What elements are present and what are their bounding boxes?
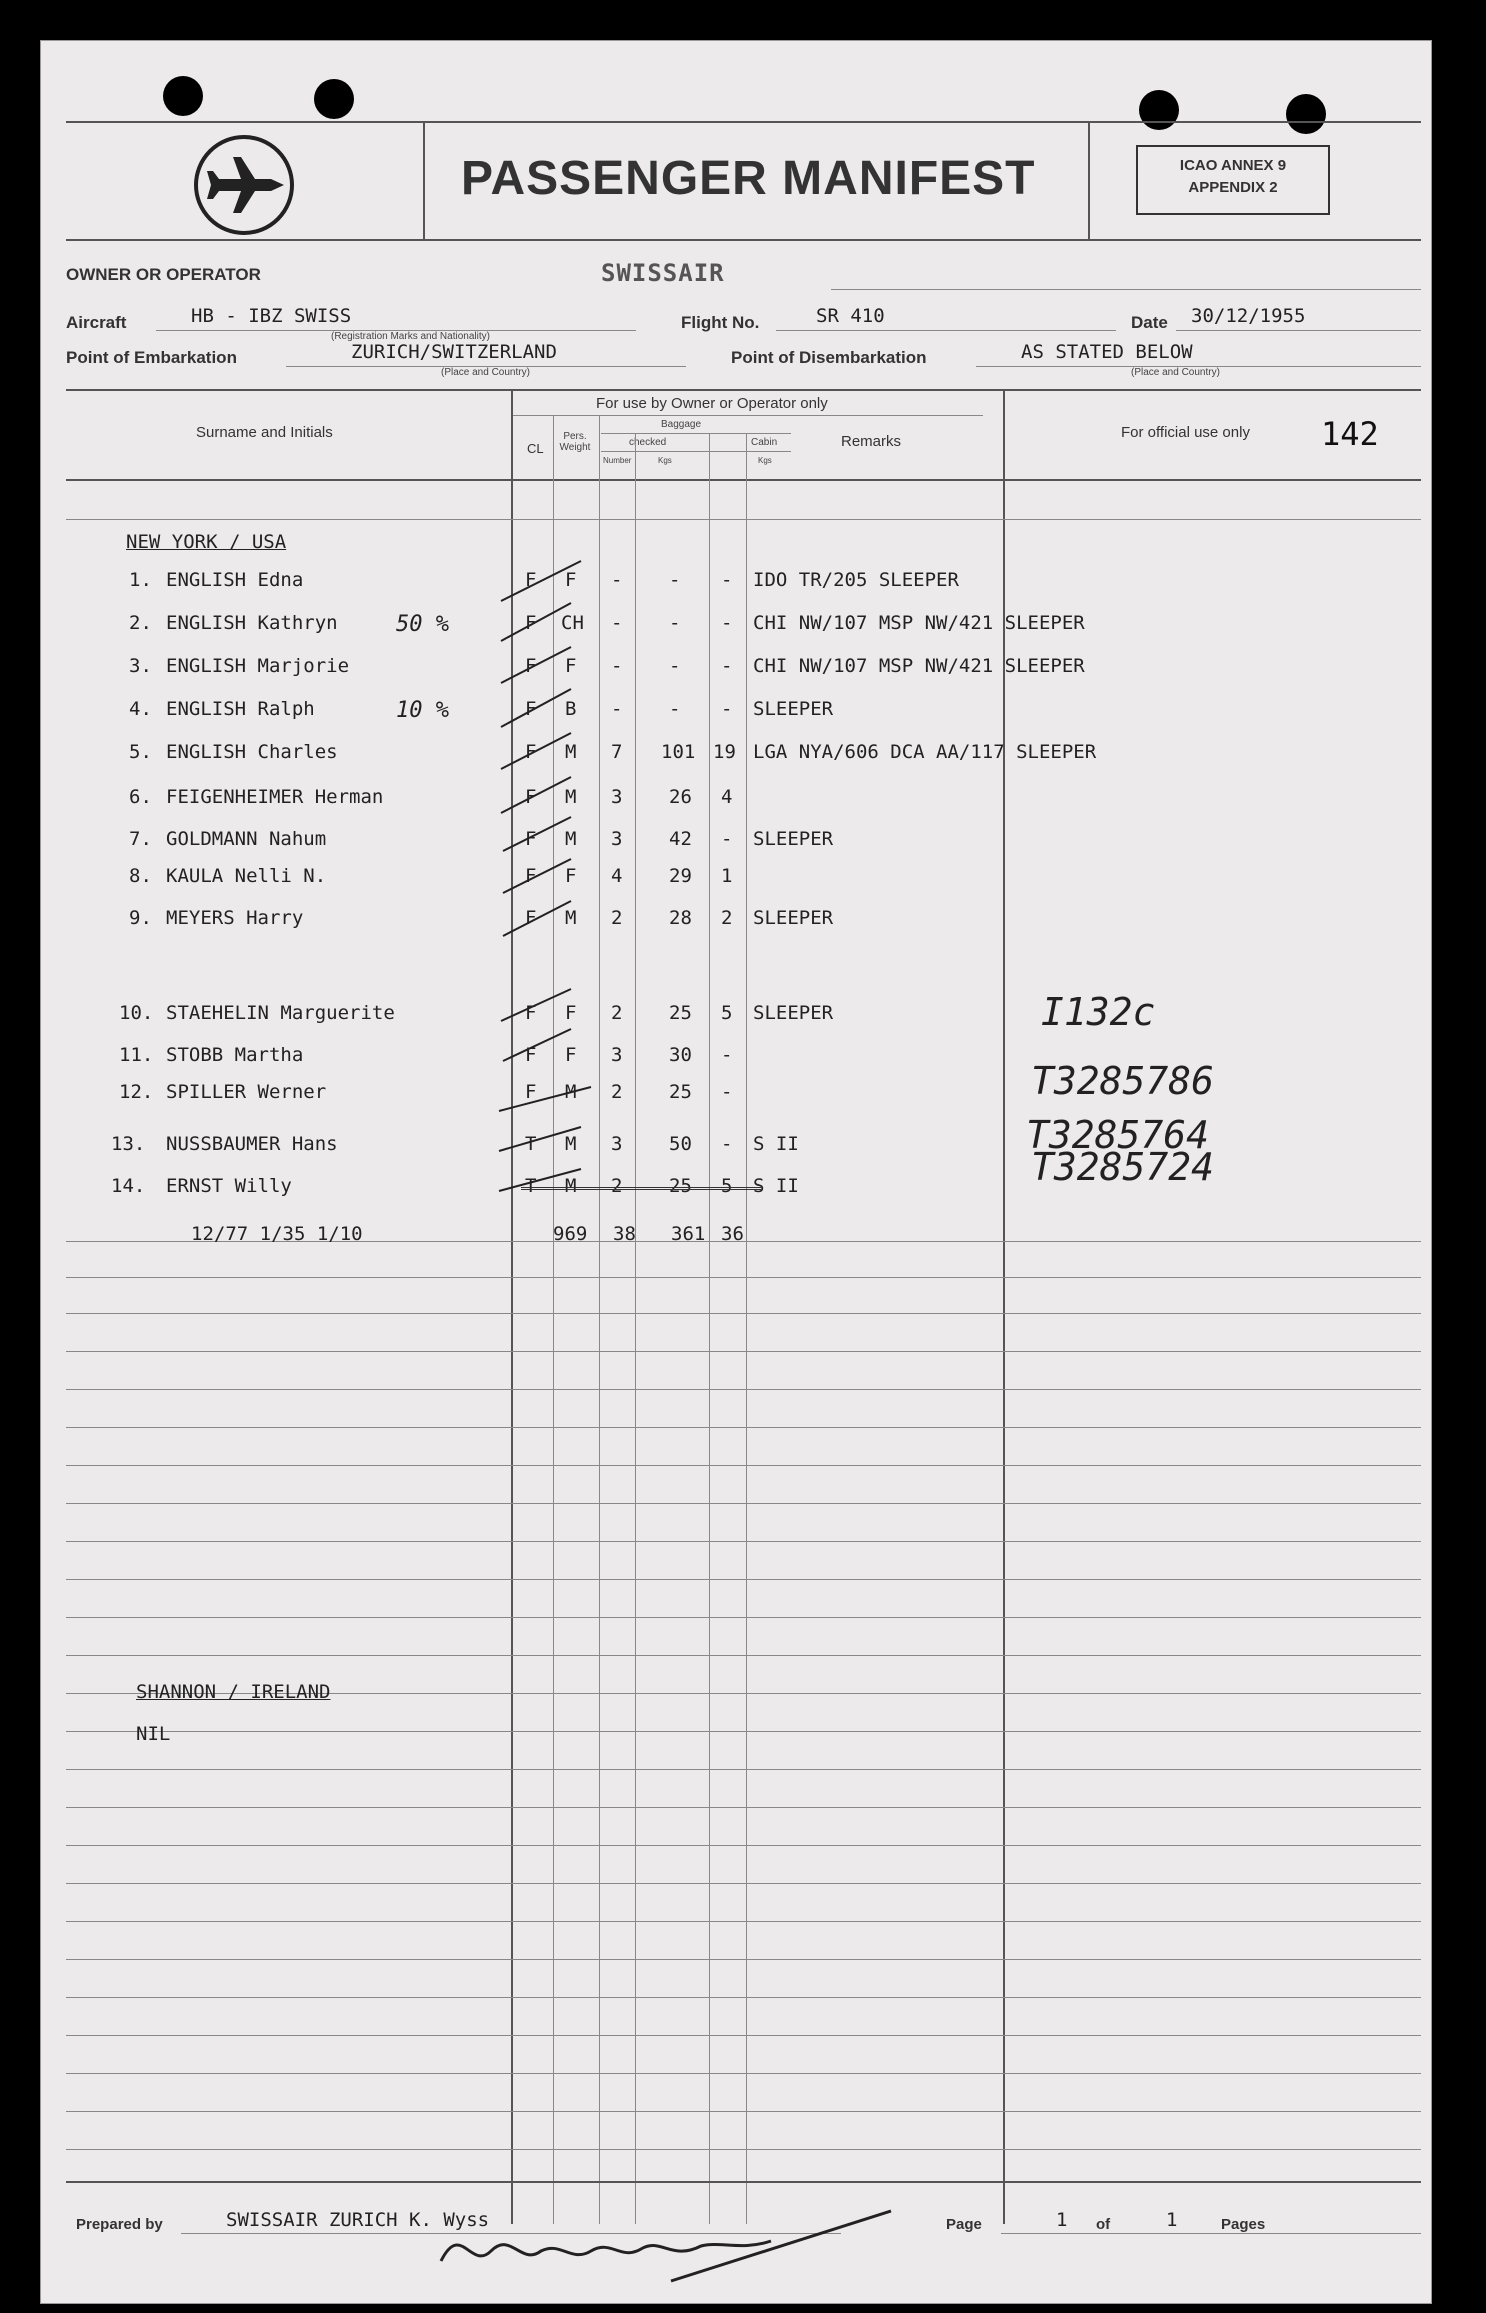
class: F (525, 612, 537, 634)
date-label: Date (1131, 313, 1168, 332)
cabin-kgs: - (721, 569, 733, 591)
discount-note: 10 % (396, 698, 449, 723)
ruled-line (66, 1769, 1421, 1770)
totals-summary: 12/77 1/35 1/10 (191, 1223, 363, 1245)
embarkation-label: Point of Embarkation (66, 348, 237, 367)
remarks: LGA NYA/606 DCA AA/117 SLEEPER (753, 741, 1097, 763)
class: F (525, 1044, 537, 1066)
weight-code: M (565, 1133, 577, 1155)
section-heading-new-york: NEW YORK / USA (126, 531, 287, 553)
weight-code: F (565, 655, 577, 677)
remarks: IDO TR/205 SLEEPER (753, 569, 959, 591)
official-note: T3285724 (1031, 1145, 1215, 1189)
passenger-name: SPILLER Werner (166, 1081, 327, 1103)
weight-code: B (565, 698, 577, 720)
aircraft-label: Aircraft (66, 313, 127, 332)
official-note: I132c (1041, 990, 1156, 1034)
ruled-line (66, 2149, 1421, 2150)
punch-hole (314, 79, 354, 119)
cabin-kgs: - (721, 828, 733, 850)
class: F (525, 865, 537, 887)
passenger-name: ENGLISH Edna (166, 569, 304, 591)
weight-code: M (565, 1175, 577, 1197)
class: F (525, 569, 537, 591)
passenger-name: MEYERS Harry (166, 907, 304, 929)
class: F (525, 786, 537, 808)
weight-code: CH (561, 612, 584, 634)
bag-kgs: 26 (669, 786, 692, 808)
flight-no-value: SR 410 (816, 305, 885, 327)
cabin-kgs: - (721, 655, 733, 677)
weight-code: F (565, 1044, 577, 1066)
bag-kgs: - (669, 612, 681, 634)
page-label: Page (946, 2216, 982, 2233)
row-number: 6. (129, 786, 152, 808)
remarks: SLEEPER (753, 698, 834, 720)
ruled-line (66, 1465, 1421, 1466)
ruled-line (66, 1731, 1421, 1732)
prepared-by-value: SWISSAIR ZURICH K. Wyss (226, 2209, 490, 2231)
row-number: 4. (129, 698, 152, 720)
total-weight: 969 (553, 1223, 588, 1245)
ruled-line (66, 1313, 1421, 1314)
icao-appendix: APPENDIX 2 (1188, 179, 1278, 196)
bag-number: 3 (611, 1044, 623, 1066)
row-number: 7. (129, 828, 152, 850)
airline-logo-icon (189, 133, 299, 237)
row-number: 10. (119, 1002, 154, 1024)
ruled-line (66, 2111, 1421, 2112)
aircraft-value: HB - IBZ SWISS (191, 305, 352, 327)
ruled-line (66, 1655, 1421, 1656)
weight-code: M (565, 1081, 577, 1103)
punch-hole (1286, 94, 1326, 134)
passenger-row (41, 569, 1431, 599)
cabin-kgs: 5 (721, 1002, 733, 1024)
owner-label: OWNER OR OPERATOR (66, 265, 261, 284)
ruled-line (66, 519, 1421, 520)
official-note: T3285786 (1031, 1059, 1215, 1103)
official-number: 142 (1321, 415, 1379, 453)
bag-kgs: - (669, 569, 681, 591)
punch-hole (1139, 90, 1179, 130)
passenger-row (41, 741, 1431, 771)
passenger-row (41, 1044, 1431, 1074)
row-number: 14. (111, 1175, 146, 1197)
bag-kgs: - (669, 655, 681, 677)
date-value: 30/12/1955 (1191, 305, 1306, 327)
cabin-kgs: - (721, 1044, 733, 1066)
class: F (525, 698, 537, 720)
bag-number: 2 (611, 907, 623, 929)
bag-kgs: 30 (669, 1044, 692, 1066)
passenger-row (41, 907, 1431, 937)
disembarkation-label: Point of Disembarkation (731, 348, 927, 367)
ruled-line (66, 1427, 1421, 1428)
bag-number: 3 (611, 828, 623, 850)
row-number: 12. (119, 1081, 154, 1103)
cabin-kgs: 1 (721, 865, 733, 887)
page-title: PASSENGER MANIFEST (461, 152, 1036, 205)
ruled-line (66, 2073, 1421, 2074)
ruled-line (66, 1883, 1421, 1884)
passenger-row (41, 1113, 1431, 1163)
ruled-line (66, 1277, 1421, 1278)
row-number: 8. (129, 865, 152, 887)
passenger-name: ENGLISH Marjorie (166, 655, 350, 677)
of-label: of (1096, 2216, 1111, 2233)
class: F (525, 741, 537, 763)
passenger-row (41, 1059, 1431, 1111)
ruled-line (66, 2035, 1421, 2036)
remarks: SLEEPER (753, 828, 834, 850)
bag-number: 4 (611, 865, 623, 887)
embarkation-caption: (Place and Country) (441, 367, 530, 378)
col-weight-header: Pers. Weight (559, 431, 591, 453)
row-number: 5. (129, 741, 152, 763)
weight-code: M (565, 828, 577, 850)
passenger-row (41, 698, 1431, 728)
passenger-name: NUSSBAUMER Hans (166, 1133, 338, 1155)
passenger-row (41, 828, 1431, 858)
class: F (525, 1081, 537, 1103)
ruled-line (66, 1503, 1421, 1504)
row-number: 9. (129, 907, 152, 929)
bag-kgs: 50 (669, 1133, 692, 1155)
weight-code: F (565, 569, 577, 591)
disembarkation-caption: (Place and Country) (1131, 367, 1220, 378)
class: T (525, 1133, 537, 1155)
class: F (525, 828, 537, 850)
official-note: T3285764 (1026, 1113, 1210, 1157)
cabin-kgs: - (721, 1133, 733, 1155)
col-surname-header: Surname and Initials (196, 424, 333, 441)
weight-code: F (565, 1002, 577, 1024)
section-heading-shannon: SHANNON / IRELAND (136, 1681, 331, 1703)
col-remarks-header: Remarks (841, 433, 902, 450)
passenger-row (41, 612, 1431, 642)
col-cabin-header: Cabin (751, 437, 778, 448)
disembarkation-value: AS STATED BELOW (1021, 341, 1193, 363)
pages-label: Pages (1221, 2216, 1266, 2233)
col-official-header: For official use only (1121, 424, 1250, 441)
col-baggage-header: Baggage (661, 419, 702, 430)
row-number: 2. (129, 612, 152, 634)
discount-note: 50 % (396, 612, 449, 637)
passenger-row (41, 786, 1431, 816)
passenger-name: ERNST Willy (166, 1175, 292, 1197)
col-number-header: Number (603, 456, 632, 465)
class: F (525, 907, 537, 929)
ruled-line (66, 1959, 1421, 1960)
col-checked-header: checked (629, 437, 667, 448)
row-number: 3. (129, 655, 152, 677)
icao-annex: ICAO ANNEX 9 (1179, 157, 1287, 174)
remarks: SLEEPER (753, 907, 834, 929)
weight-code: F (565, 865, 577, 887)
section-note: NIL (136, 1723, 171, 1745)
col-cl-header: CL (527, 441, 544, 456)
ruled-line (66, 1351, 1421, 1352)
cabin-kgs: 5 (721, 1175, 733, 1197)
passenger-row (41, 655, 1431, 685)
cabin-kgs: 19 (713, 741, 736, 763)
total-bag-kgs: 361 (671, 1223, 706, 1245)
page-number: 1 (1056, 2209, 1068, 2231)
page-count: 1 (1166, 2209, 1178, 2231)
ruled-line (66, 1997, 1421, 1998)
col-owner-use-header: For use by Owner or Operator only (596, 395, 828, 412)
total-bag-number: 38 (613, 1223, 636, 1245)
bag-kgs: 25 (669, 1081, 692, 1103)
flight-no-label: Flight No. (681, 313, 760, 332)
cabin-kgs: 2 (721, 907, 733, 929)
bag-kgs: 42 (669, 828, 692, 850)
passenger-name: ENGLISH Ralph (166, 698, 315, 720)
class: F (525, 655, 537, 677)
total-cabin-kgs: 36 (721, 1223, 744, 1245)
passenger-row (41, 990, 1431, 1034)
ruled-line (66, 1807, 1421, 1808)
ruled-line (66, 1845, 1421, 1846)
bag-kgs: 25 (669, 1002, 692, 1024)
bag-number: - (611, 698, 623, 720)
registration-caption: (Registration Marks and Nationality) (331, 331, 490, 342)
embarkation-value: ZURICH/SWITZERLAND (351, 341, 557, 363)
bag-kgs: 101 (661, 741, 696, 763)
class: F (525, 1002, 537, 1024)
cabin-kgs: - (721, 1081, 733, 1103)
bag-number: 2 (611, 1002, 623, 1024)
row-number: 13. (111, 1133, 146, 1155)
weight-code: M (565, 741, 577, 763)
ruled-line (66, 1921, 1421, 1922)
checkmark-strokes (491, 541, 611, 1221)
cabin-kgs: - (721, 612, 733, 634)
passenger-name: STAEHELIN Marguerite (166, 1002, 395, 1024)
cabin-kgs: 4 (721, 786, 733, 808)
bag-kgs: 29 (669, 865, 692, 887)
col-kgs-header: Kgs (658, 456, 672, 465)
weight-code: M (565, 786, 577, 808)
passenger-name: ENGLISH Charles (166, 741, 338, 763)
passenger-row (41, 1145, 1431, 1205)
bag-number: 2 (611, 1175, 623, 1197)
passenger-name: FEIGENHEIMER Herman (166, 786, 384, 808)
bag-kgs: - (669, 698, 681, 720)
remarks: S II (753, 1175, 799, 1197)
ruled-line (66, 1389, 1421, 1390)
operator-value: SWISSAIR (601, 259, 725, 287)
bag-kgs: 28 (669, 907, 692, 929)
remarks: CHI NW/107 MSP NW/421 SLEEPER (753, 612, 1085, 634)
class: T (525, 1175, 537, 1197)
bag-number: 7 (611, 741, 623, 763)
row-number: 1. (129, 569, 152, 591)
bag-number: 3 (611, 1133, 623, 1155)
prepared-by-label: Prepared by (76, 2216, 163, 2233)
bag-kgs: 25 (669, 1175, 692, 1197)
row-number: 11. (119, 1044, 154, 1066)
passenger-name: KAULA Nelli N. (166, 865, 327, 887)
ruled-line (66, 1541, 1421, 1542)
bag-number: - (611, 569, 623, 591)
ruled-line (66, 1579, 1421, 1580)
passenger-name: ENGLISH Kathryn (166, 612, 338, 634)
icao-reference-box (1136, 145, 1330, 215)
passenger-row (41, 865, 1431, 895)
remarks: SLEEPER (753, 1002, 834, 1024)
remarks: S II (753, 1133, 799, 1155)
bag-number: 3 (611, 786, 623, 808)
col-cabin-kgs-header: Kgs (758, 456, 772, 465)
signature (421, 2191, 941, 2291)
bag-number: 2 (611, 1081, 623, 1103)
punch-hole (163, 76, 203, 116)
weight-code: M (565, 907, 577, 929)
remarks: CHI NW/107 MSP NW/421 SLEEPER (753, 655, 1085, 677)
manifest-page (40, 40, 1432, 2304)
ruled-line (66, 1617, 1421, 1618)
cabin-kgs: - (721, 698, 733, 720)
bag-number: - (611, 655, 623, 677)
passenger-name: GOLDMANN Nahum (166, 828, 327, 850)
bag-number: - (611, 612, 623, 634)
passenger-name: STOBB Martha (166, 1044, 304, 1066)
